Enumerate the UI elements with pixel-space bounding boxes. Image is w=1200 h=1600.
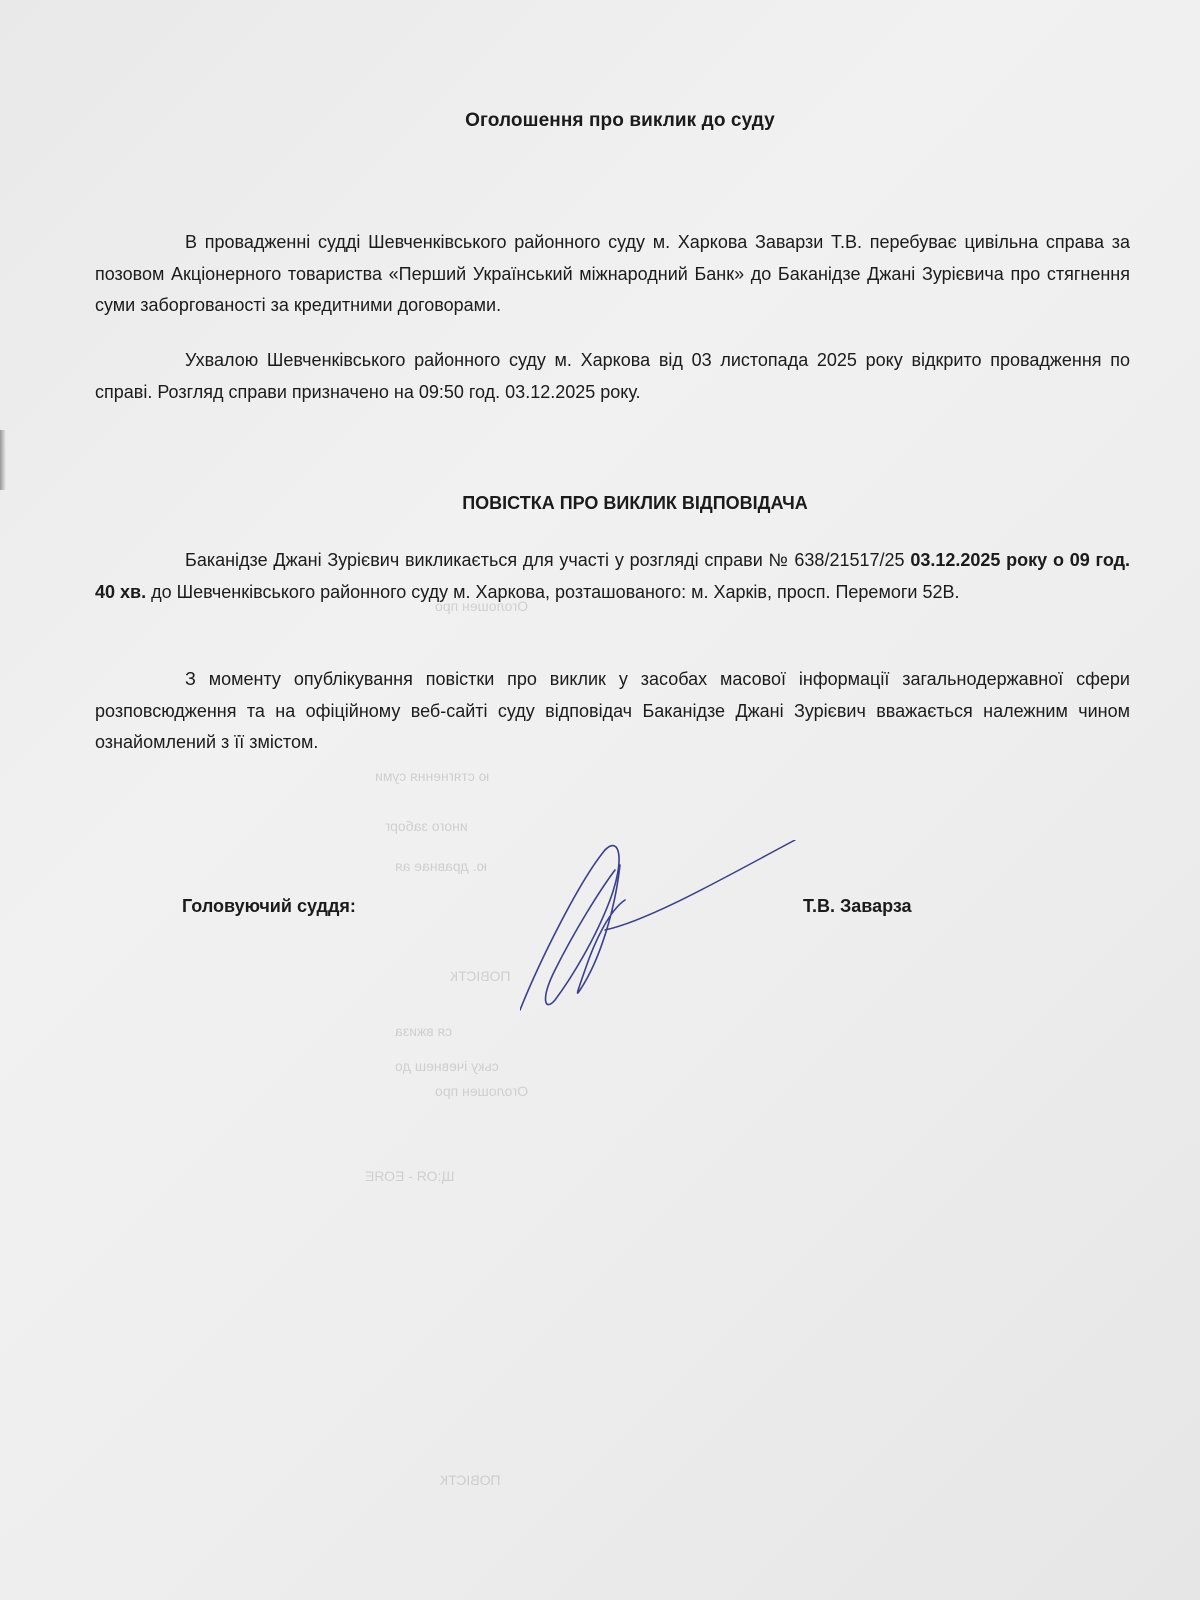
- bleed-line: Оголошен про: [435, 1083, 529, 1099]
- bleed-line: ПОВІСТК: [450, 968, 511, 984]
- paragraph-notification: З моменту опублікування повістки про виклик у засобах масової інформації загальнодержавної сфери розповсюдження та на офіційному веб-сайті суду відповідач Баканідзе Джані Зурієвич вважається належним чином ознайомлений з її змістом.: [95, 669, 1130, 752]
- bleed-line: ся вжиза: [395, 1023, 453, 1039]
- bleed-line: ю стягнення суми: [375, 768, 490, 784]
- bleed-line: Оголошен про: [435, 598, 529, 614]
- document-title-text: Оголошення про виклик до суду: [465, 110, 775, 131]
- summons-text-end: до Шевченківського районного суду м. Харкова, розташованого: м. Харків, просп. Перемоги 52В.: [146, 581, 960, 602]
- paragraph-ruling: Ухвалою Шевченківського районного суду м. Харкова від 03 листопада 2025 року відкрито провадження по справі. Розгляд справи призначено на 09:50 год. 03.12.2025 року.: [95, 350, 1130, 402]
- document-title: [0, 110, 1200, 132]
- presiding-judge-label: Головуючий суддя:: [182, 896, 356, 916]
- bleed-line: ю. дравнае ая: [395, 858, 488, 874]
- summons-datetime: 03.12.2025 року о 09 год. 40 хв.: [95, 550, 1130, 602]
- bleed-line: ську ічевнеш до: [395, 1058, 499, 1074]
- handwritten-signature: [520, 840, 800, 1020]
- paragraph-case-info: В провадженні судді Шевченківського районного суду м. Харкова Заварзи Т.В. перебуває цивільна справа за позовом Акціонерного товариства «Перший Український міжнародний Банк» до Баканідзе Джані Зурієвича про стягнення суми заборгованості за кредитними договорами.: [95, 232, 1130, 315]
- summons-heading-text: ПОВІСТКА ПРО ВИКЛИК ВІДПОВІДАЧА: [462, 493, 808, 513]
- summons-heading: [0, 493, 1200, 514]
- page-edge-shadow: [0, 430, 6, 490]
- summons-text-start: Баканідзе Джані Зурієвич викликається для участі у розгляді справи № 638/21517/25: [185, 550, 911, 570]
- paragraph-summons: [95, 545, 1130, 608]
- judge-name: Т.В. Заварза: [803, 896, 912, 916]
- bleed-line: Щ:ОЯ - ЕОЯЕ: [365, 1168, 455, 1184]
- bleed-line: иного заборг: [385, 818, 468, 834]
- bleed-line: ПОВІСТК: [440, 1472, 501, 1488]
